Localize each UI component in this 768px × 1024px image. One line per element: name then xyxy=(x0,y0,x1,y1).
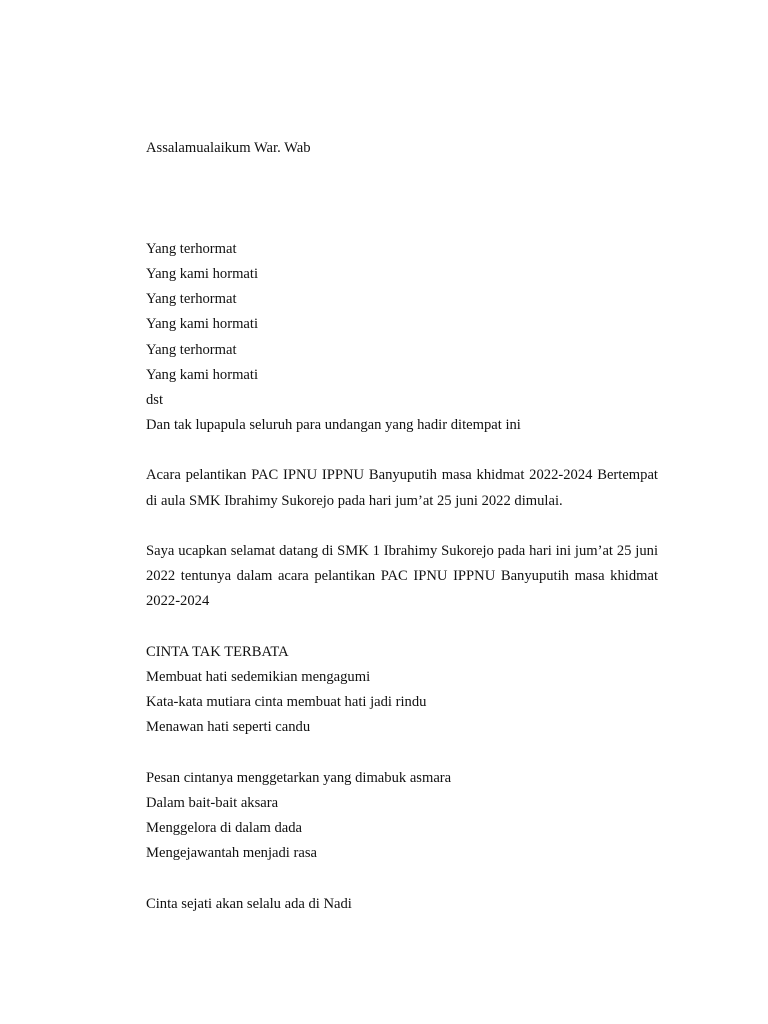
poem-line: Membuat hati sedemikian mengagumi xyxy=(146,669,371,686)
salutation-line: Dan tak lupapula seluruh para undangan yang hadir ditempat ini xyxy=(146,417,521,434)
paragraph-event: Acara pelantikan PAC IPNU IPPNU Banyuputih masa khidmat 2022-2024 Bertempat di aula SMK Ibrahimy Sukorejo pada hari jum’at 25 juni 2022 dimulai. xyxy=(146,467,658,509)
document-page xyxy=(146,136,658,917)
spacer xyxy=(146,438,658,463)
salutation-line: Yang terhormat xyxy=(146,341,237,358)
salutation-line: Yang kami hormati xyxy=(146,265,259,282)
poem-line: Dalam bait-bait aksara xyxy=(146,794,279,811)
salutation-line: dst xyxy=(146,391,164,408)
spacer xyxy=(146,514,658,539)
salutation-line: Yang kami hormati xyxy=(146,366,259,383)
salutation-list xyxy=(146,237,658,439)
paragraph-welcome: Saya ucapkan selamat datang di SMK 1 Ibrahimy Sukorejo pada hari ini jum’at 25 juni 2022 tentunya dalam acara pelantikan PAC IPNU IPPNU Banyuputih masa khidmat 2022-2024 xyxy=(146,543,658,610)
salutation-line: Yang terhormat xyxy=(146,240,237,257)
poem xyxy=(146,640,658,917)
poem-line: Pesan cintanya menggetarkan yang dimabuk asmara xyxy=(146,769,452,786)
poem-line: Kata-kata mutiara cinta membuat hati jadi rindu xyxy=(146,694,427,711)
poem-line: Menawan hati seperti candu xyxy=(146,719,311,736)
salutation-line: Yang terhormat xyxy=(146,291,237,308)
spacer xyxy=(146,161,658,237)
spacer xyxy=(146,741,658,766)
poem-line: Mengejawantah menjadi rasa xyxy=(146,845,317,862)
spacer xyxy=(146,615,658,640)
poem-line: Menggelora di dalam dada xyxy=(146,820,303,837)
spacer xyxy=(146,867,658,892)
poem-line: Cinta sejati akan selalu ada di Nadi xyxy=(146,895,352,912)
poem-title: CINTA TAK TERBATA xyxy=(146,643,289,660)
greeting: Assalamualaikum War. Wab xyxy=(146,140,311,156)
salutation-line: Yang kami hormati xyxy=(146,316,259,333)
